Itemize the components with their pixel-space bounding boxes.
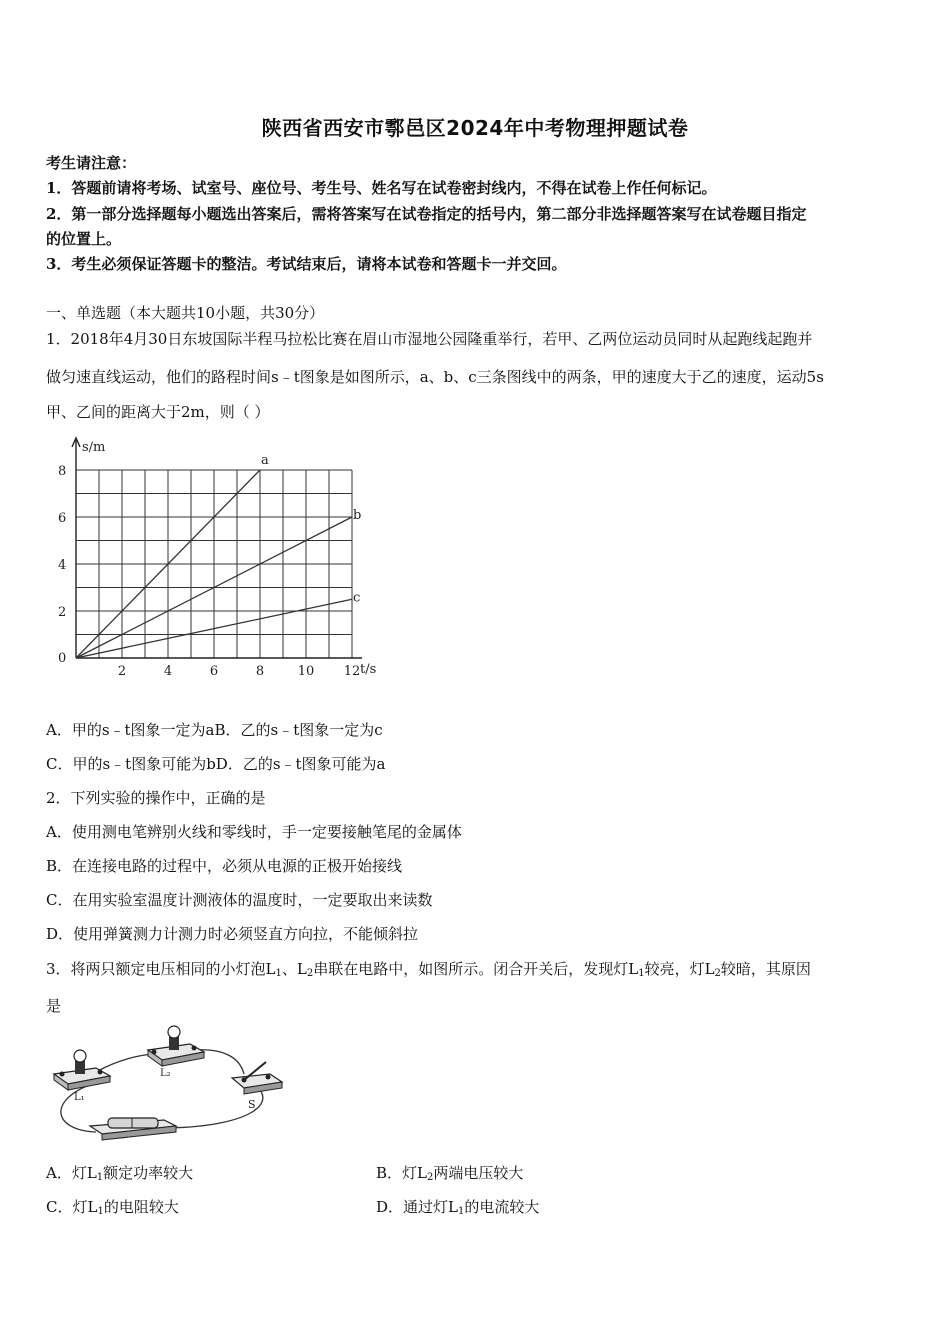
page-title: 陕西省西安市鄠邑区2024年中考物理押题试卷	[261, 116, 689, 140]
y-tick-label: 2	[58, 605, 67, 620]
q1-line-1: 1．2018年4月30日东坡国际半程马拉松比赛在眉山市湿地公园隆重举行，若甲、乙两位运动员同时从起跑线起跑并	[46, 330, 813, 348]
q2-option-a: A．使用测电笔辨别火线和零线时，手一定要接触笔尾的金属体	[46, 823, 462, 841]
lamp-l1	[54, 1050, 110, 1090]
series-label-b: b	[353, 508, 362, 523]
q3-option-d: D．通过灯$L_1$的电流较大	[376, 1198, 540, 1217]
x-axis-label: t/s	[360, 662, 377, 677]
label-l2: L₂	[160, 1068, 171, 1079]
notice-item-3: 3．考生必须保证答题卡的整洁。考试结束后，请将本试卷和答题卡一并交回。	[46, 255, 567, 273]
x-tick-label: 4	[163, 664, 173, 679]
series-label-c: c	[353, 590, 361, 606]
x-tick-label: 10	[297, 664, 315, 679]
q1-line-3: 甲、乙间的距离大于2m，则（ ）	[46, 403, 270, 421]
y-axis-label: s/m	[82, 440, 106, 455]
x-tick-label: 2	[117, 664, 127, 679]
y-tick-label: 8	[58, 464, 67, 479]
battery	[90, 1118, 176, 1140]
q2-option-b: B．在连接电路的过程中，必须从电源的正极开始接线	[46, 857, 403, 875]
label-s: S	[248, 1098, 256, 1111]
x-tick-label: 8	[255, 664, 265, 679]
x-tick-label: 6	[209, 664, 219, 679]
q1-options-ab: A．甲的s﹣t图象一定为aB．乙的s﹣t图象一定为c	[46, 721, 383, 739]
notice-item-1: 1．答题前请将考场、试室号、座位号、考生号、姓名写在试卷密封线内，不得在试卷上作任何标记。	[46, 179, 717, 197]
section-heading: 一、单选题（本大题共10小题，共30分）	[46, 304, 325, 322]
q3-option-b: B．灯$L_2$两端电压较大	[376, 1164, 524, 1183]
series-label-a: a	[261, 453, 269, 468]
q2-option-c: C．在用实验室温度计测液体的温度时，一定要取出来读数	[46, 891, 433, 909]
origin-label: 0	[58, 651, 67, 666]
y-tick-label: 6	[58, 511, 67, 526]
q2-stem: 2．下列实验的操作中，正确的是	[46, 789, 266, 807]
graph-grid	[76, 470, 352, 658]
label-l1: L₁	[74, 1092, 85, 1103]
lamp-l2	[148, 1026, 204, 1066]
q3-option-c: C．灯$L_1$的电阻较大	[46, 1198, 179, 1217]
q3-stem-line-1: 3．将两只额定电压相同的小灯泡$L_1$、$L_2$串联在电路中，如图所示。闭合开关后，发现灯$L_1$较亮，灯$L_2$较暗，其原因	[46, 960, 811, 979]
circuit-figure	[44, 1022, 284, 1144]
q1-options-cd: C．甲的s﹣t图象可能为bD．乙的s﹣t图象可能为a	[46, 755, 386, 773]
notice-item-2a: 2．第一部分选择题每小题选出答案后，需将答案写在试卷指定的括号内，第二部分非选择题答案写在试卷题目指定	[46, 205, 807, 223]
notice-heading: 考生请注意：	[46, 154, 137, 172]
q1-line-2: 做匀速直线运动，他们的路程时间s﹣t图象是如图所示，a、b、c三条图线中的两条，甲的速度大于乙的速度，运动5s	[46, 368, 824, 386]
q2-option-d: D．使用弹簧测力计测力时必须竖直方向拉，不能倾斜拉	[46, 925, 419, 943]
q3-option-a: A．灯$L_1$额定功率较大	[46, 1164, 194, 1183]
q3-stem-line-2: 是	[46, 997, 62, 1015]
switch-s	[232, 1062, 282, 1094]
y-tick-label: 4	[58, 558, 67, 573]
x-tick-label: 12	[343, 664, 361, 679]
notice-item-2b: 的位置上。	[46, 230, 122, 248]
st-graph	[44, 433, 380, 689]
